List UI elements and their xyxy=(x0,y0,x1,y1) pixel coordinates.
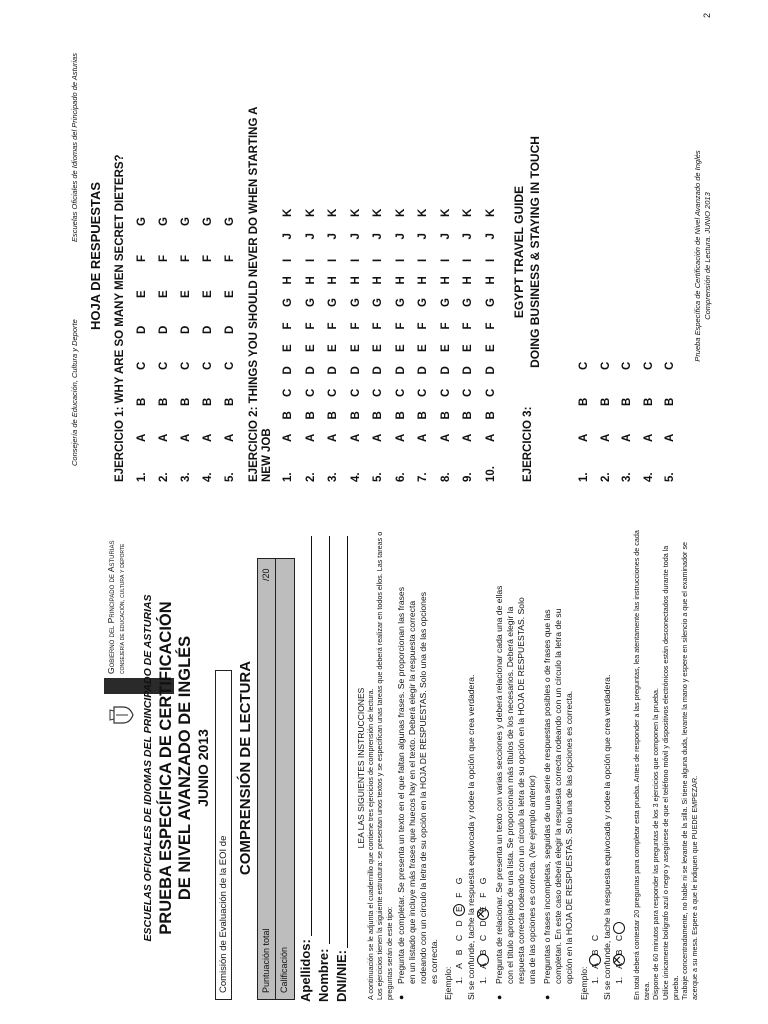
dni-field[interactable] xyxy=(347,536,348,948)
ex2-answer-option[interactable]: A xyxy=(484,433,497,442)
ex2-answer-option[interactable]: B xyxy=(304,411,317,420)
ex2-answer-option[interactable]: G xyxy=(349,298,362,307)
ex2-question-number: 4. xyxy=(349,472,362,482)
ex2-question-number: 7. xyxy=(417,472,429,482)
ex2-answer-option[interactable]: G xyxy=(417,298,429,307)
ex2-question-number: 2. xyxy=(304,472,317,482)
score-table xyxy=(257,558,295,1000)
final-note1: En total deberá contestar 20 preguntas para completar esta prueba. Antes de responder a las preguntas, lea atentamente las instrucciones de cada tarea. xyxy=(632,530,651,1000)
ex2-answer-option[interactable]: H xyxy=(439,276,452,285)
ex1-answer-option[interactable]: A xyxy=(224,433,236,442)
ex1-answer-option[interactable]: F xyxy=(158,254,170,262)
ex2-answer-option[interactable]: F xyxy=(282,322,294,330)
ex2-answer-option[interactable]: E xyxy=(304,344,317,352)
ex3-label: EJERCICIO 3: xyxy=(522,406,534,482)
b3-line3: opción en la HOJA DE RESPUESTAS. Solo una de las opciones es correcta. xyxy=(564,690,574,984)
ex2-answer-option[interactable]: C xyxy=(484,388,497,397)
ex2-question-number: 3. xyxy=(327,472,339,482)
coat-of-arms-icon xyxy=(108,704,139,726)
ex2-answer-option[interactable]: K xyxy=(282,208,294,217)
header-right: Escuelas Oficiales de Idiomas del Principado de Asturias xyxy=(70,53,79,242)
ex2-answer-option[interactable]: G xyxy=(394,298,407,307)
ex1-answer-option[interactable]: B xyxy=(224,397,236,406)
ex2-answer-option[interactable]: E xyxy=(417,344,429,352)
ex2-answer-option[interactable]: C xyxy=(327,388,339,397)
ex1-answer-option[interactable]: C xyxy=(202,361,214,370)
ex3-answer-option[interactable]: C xyxy=(578,361,590,370)
ex2-answer-option[interactable]: C xyxy=(394,388,407,397)
ex2-title-line1: EJERCICIO 2: THINGS YOU SHOULD NEVER DO WHEN STARTING A xyxy=(248,106,260,482)
ex2-answer-option[interactable]: K xyxy=(304,208,317,217)
crossed-answer-icon xyxy=(476,908,494,920)
instructions-heading: LEA LAS SIGUIENTES INSTRUCCIONES xyxy=(356,687,366,849)
ex2-answer-option[interactable]: B xyxy=(417,411,429,420)
ex2-answer-option[interactable]: F xyxy=(394,322,407,330)
bullet-icon: ● xyxy=(396,994,406,1000)
ex2-answer-option[interactable]: D xyxy=(417,366,429,375)
footer-line1: Prueba Específica de Certificación de Nivel Avanzado de Inglés xyxy=(693,150,702,362)
ex2-answer-option[interactable]: F xyxy=(417,322,429,330)
ex2-answer-option[interactable]: I xyxy=(484,258,497,262)
ex3-answer-option[interactable]: A xyxy=(599,433,612,442)
ex2-answer-option[interactable]: B xyxy=(372,411,384,420)
gov-line2: consejería de educación, cultura y deporte xyxy=(119,543,126,674)
ex2-answer-option[interactable]: A xyxy=(349,433,362,442)
b2-line1: Pregunta de relacionar. Se presenta un texto con varias secciones y deberá relacionar cada una de ellas xyxy=(494,585,504,984)
ex2-answer-option[interactable]: E xyxy=(282,344,294,352)
ex2-answer-option[interactable]: G xyxy=(304,298,317,307)
ex2-answer-option[interactable]: D xyxy=(282,366,294,375)
ex1-answer-option[interactable]: F xyxy=(180,254,192,262)
school-line: ESCUELAS OFICIALES DE IDIOMAS DEL PRINCIPADO DE ASTURIAS xyxy=(142,594,154,942)
ex1-answer-option[interactable]: E xyxy=(158,290,170,298)
ex2-answer-option[interactable]: C xyxy=(372,388,384,397)
ex3-answer-option[interactable]: B xyxy=(621,397,633,406)
ex3-answer-option[interactable]: A xyxy=(664,433,676,442)
ex3-answer-option[interactable]: B xyxy=(664,397,676,406)
crossed-answer-icon xyxy=(612,954,630,966)
ex1-note: Si se confunde, tache la respuesta equivocada y rodee la opción que crea verdadera. xyxy=(466,674,476,1000)
header-left: Consejería de Educación, Cultura y Deporte xyxy=(70,319,79,466)
ex2-answer-option[interactable]: H xyxy=(394,276,407,285)
ex2-answer-option[interactable]: D xyxy=(349,366,362,375)
answer-sheet-title: HOJA DE RESPUESTAS xyxy=(88,181,103,331)
ex1-answer-option[interactable]: D xyxy=(136,325,148,334)
ex2-answer-option[interactable]: J xyxy=(304,233,317,240)
ex1-answer-option[interactable]: G xyxy=(180,217,192,226)
intro-line1: A continuación se le adjunta el cuadernillo que contiene tres ejercicios de comprensión de lectura. xyxy=(366,688,375,1000)
commission-label: Comisión de Evaluación de la EOI de xyxy=(218,835,229,993)
circled-answer-icon xyxy=(612,922,630,934)
ex1-answer-option[interactable]: B xyxy=(180,397,192,406)
ex1-question-number: 1. xyxy=(136,472,148,482)
ex2-answer-option[interactable]: J xyxy=(439,233,452,240)
ex1-answer-option[interactable]: D xyxy=(224,325,236,334)
ex2-answer-option[interactable]: D xyxy=(462,366,474,375)
ex2-answer-option[interactable]: E xyxy=(484,344,497,352)
ex2-answer-option[interactable]: H xyxy=(304,276,317,285)
ex2-question-number: 10. xyxy=(484,466,497,482)
gov-line1: Gobierno del Principado de Asturias xyxy=(106,540,116,674)
ex3-answer-option[interactable]: B xyxy=(578,397,590,406)
ex2-answer-option[interactable]: G xyxy=(327,298,339,307)
ex3-title-line1: EGYPT TRAVEL GUIDE xyxy=(512,185,526,319)
ex2-answer-option[interactable]: B xyxy=(394,411,407,420)
ex2-answer-option[interactable]: H xyxy=(484,276,497,285)
ex3-title-line2: DOING BUSINESS & STAYING IN TOUCH xyxy=(528,136,542,368)
ex2-title-line2: NEW JOB xyxy=(261,428,273,482)
circled-answer-icon xyxy=(476,954,494,966)
ex2-answer-option[interactable]: I xyxy=(417,258,429,262)
ex1-answer-option[interactable]: E xyxy=(136,290,148,298)
ex2-question-number: 6. xyxy=(394,472,407,482)
ex3-answer-option[interactable]: C xyxy=(664,361,676,370)
ex2-answer-option[interactable]: K xyxy=(439,208,452,217)
ex1-answer-option[interactable]: G xyxy=(136,217,148,226)
title-line3: JUNIO 2013 xyxy=(195,729,211,807)
final-note3: Utilice únicamente bolígrafo azul o negro y asegúrese de que el teléfono móvil y dispositivos electrónicos están desconectados durante toda la prueba. xyxy=(661,545,680,1000)
ex2-question-number: 9. xyxy=(462,472,474,482)
ex1-title: EJERCICIO 1: WHY ARE SO MANY MEN SECRET DIETERS? xyxy=(114,154,126,482)
ex2-answer-option[interactable]: B xyxy=(439,411,452,420)
nombre-field[interactable] xyxy=(329,536,330,944)
ex2-answer-option[interactable]: F xyxy=(484,322,497,330)
ex2-answer-option[interactable]: E xyxy=(462,344,474,352)
ex2-answer-option[interactable]: F xyxy=(349,322,362,330)
apellidos-field[interactable] xyxy=(311,536,312,936)
ex1-answer-option[interactable]: D xyxy=(180,325,192,334)
ex2-answer-option[interactable]: G xyxy=(372,298,384,307)
ex1-answer-option[interactable]: C xyxy=(158,361,170,370)
ex2-answer-option[interactable]: C xyxy=(304,388,317,397)
ex1-answer-option[interactable]: C xyxy=(224,361,236,370)
ex2-answer-option[interactable]: H xyxy=(372,276,384,285)
footer-line2: Comprensión de Lectura. JUNIO 2013 xyxy=(703,192,712,320)
ex3-question-number: 2. xyxy=(599,472,612,482)
ex3-question-number: 4. xyxy=(642,472,655,482)
ex2-answer-option[interactable]: J xyxy=(349,233,362,240)
ex2-answer-option[interactable]: E xyxy=(439,344,452,352)
ex2-answer-option[interactable]: A xyxy=(394,433,407,442)
ex2-answer-option[interactable]: H xyxy=(417,276,429,285)
grade-label: Calificación xyxy=(279,946,289,993)
ex2-answer-option[interactable]: K xyxy=(349,208,362,217)
b1-line2: en un listado que incluye más frases que huecos hay en el texto. Deberá elegir la respuesta correcta xyxy=(407,600,417,984)
ex1-answer-option[interactable]: B xyxy=(136,397,148,406)
ex2-answer-option[interactable]: H xyxy=(349,276,362,285)
score-value: /20 xyxy=(261,568,271,581)
ex2-answer-option[interactable]: A xyxy=(462,433,474,442)
b1-line3: rodeando con un círculo la letra de su opción en la HOJA DE RESPUESTAS. Solo una de las opciones xyxy=(418,591,428,984)
ex2-question-number: 5. xyxy=(372,472,384,482)
ex2-answer-option[interactable]: J xyxy=(484,233,497,240)
ex1-row1: 1. A B C D E F G xyxy=(454,877,464,984)
ex1-question-number: 4. xyxy=(202,472,214,482)
intro-line2: Los ejercicios tienen la siguiente estructura: se presentan unos textos y se especifican unas tareas que deberá realizar en todos ellos. Las tareas o preguntas serán de este tipo: xyxy=(375,531,394,1000)
ex2-answer-option[interactable]: D xyxy=(439,366,452,375)
ex1-answer-option[interactable]: C xyxy=(180,361,192,370)
ex2-question-number: 1. xyxy=(282,472,294,482)
ex2-answer-option[interactable]: I xyxy=(394,258,407,262)
ex3-label: Ejemplo: xyxy=(579,966,589,1000)
ex3-answer-option[interactable]: C xyxy=(599,361,612,370)
final-note4: Trabaje concentradamente, no hable ni se levante de la silla. Si tiene alguna duda, levante la mano y espere en silencio a que el examinador se acerque a su mesa. Espere a que le indiquen que PUEDE EMPEZAR. xyxy=(680,541,699,1000)
ex2-answer-option[interactable]: I xyxy=(282,258,294,262)
ex3-row1: 1. A B C xyxy=(590,934,600,984)
ex2-answer-option[interactable]: C xyxy=(462,388,474,397)
ex2-answer-option[interactable]: B xyxy=(282,411,294,420)
ex2-answer-option[interactable]: K xyxy=(417,208,429,217)
ex2-answer-option[interactable]: D xyxy=(327,366,339,375)
ex3-answer-option[interactable]: A xyxy=(642,433,655,442)
ex2-answer-option[interactable]: F xyxy=(304,322,317,330)
ex2-answer-option[interactable]: K xyxy=(372,208,384,217)
ex2-answer-option[interactable]: H xyxy=(462,276,474,285)
grade-row xyxy=(275,558,295,1000)
ex2-answer-option[interactable]: J xyxy=(282,233,294,240)
ex2-answer-option[interactable]: J xyxy=(462,233,474,240)
ex2-answer-option[interactable]: A xyxy=(304,433,317,442)
ex2-answer-option[interactable]: D xyxy=(394,366,407,375)
nombre-label: Nombre: xyxy=(316,948,331,1002)
title-line1: PRUEBA ESPECÍFICA DE CERTIFICACIÓN xyxy=(157,601,175,935)
cover-page xyxy=(0,512,768,1024)
ex1-label: Ejemplo: xyxy=(443,966,453,1000)
ex2-answer-option[interactable]: I xyxy=(349,258,362,262)
ex1-answer-option[interactable]: A xyxy=(202,433,214,442)
ex2-answer-option[interactable]: I xyxy=(304,258,317,262)
ex1-answer-option[interactable]: G xyxy=(158,217,170,226)
ex2-answer-option[interactable]: H xyxy=(327,276,339,285)
ex2-answer-option[interactable]: B xyxy=(349,411,362,420)
ex3-row2: 1. A B C xyxy=(614,934,624,984)
ex3-answer-option[interactable]: A xyxy=(621,433,633,442)
ex3-question-number: 5. xyxy=(664,472,676,482)
ex1-question-number: 3. xyxy=(180,472,192,482)
b1-line4: es correcta. xyxy=(429,939,439,984)
ex2-answer-option[interactable]: G xyxy=(484,298,497,307)
ex1-answer-option[interactable]: A xyxy=(136,433,148,442)
b2-line3: respuesta correcta rodeando con un círculo la letra de su opción en la HOJA DE RESPUESTAS. Solo xyxy=(516,597,526,984)
ex2-answer-option[interactable]: B xyxy=(327,411,339,420)
ex1-answer-option[interactable]: D xyxy=(158,325,170,334)
score-row xyxy=(257,558,276,1000)
ex2-answer-option[interactable]: K xyxy=(462,208,474,217)
page-number: 2 xyxy=(702,12,712,18)
final-note2: Dispone de 60 minutos para responder las preguntas de los 3 ejercicios que componen la prueba. xyxy=(651,687,660,1000)
ex1-question-number: 5. xyxy=(224,472,236,482)
ex1-answer-option[interactable]: B xyxy=(202,397,214,406)
ex2-question-number: 8. xyxy=(439,472,452,482)
ex1-question-number: 2. xyxy=(158,472,170,482)
ex2-answer-option[interactable]: G xyxy=(282,298,294,307)
ex1-answer-option[interactable]: C xyxy=(136,361,148,370)
ex2-answer-option[interactable]: A xyxy=(439,433,452,442)
ex1-answer-option[interactable]: F xyxy=(224,254,236,262)
ex2-answer-option[interactable]: B xyxy=(484,411,497,420)
ex2-answer-option[interactable]: E xyxy=(327,344,339,352)
ex2-answer-option[interactable]: F xyxy=(372,322,384,330)
section-title: COMPRENSIÓN DE LECTURA xyxy=(237,660,254,876)
ex1-answer-option[interactable]: A xyxy=(180,433,192,442)
ex2-answer-option[interactable]: E xyxy=(349,344,362,352)
ex2-answer-option[interactable]: F xyxy=(462,322,474,330)
b1-line1: Pregunta de completar. Se presenta un texto en el que faltan algunas frases. Se proporcionan las frases xyxy=(396,587,406,984)
bullet-icon: ● xyxy=(542,994,552,1000)
bullet-icon: ● xyxy=(494,994,504,1000)
apellidos-label: Apellidos: xyxy=(298,939,313,1002)
ex1-answer-option[interactable]: E xyxy=(202,290,214,298)
ex1-answer-option[interactable]: B xyxy=(158,397,170,406)
ex3-answer-option[interactable]: B xyxy=(642,397,655,406)
ex2-answer-option[interactable]: A xyxy=(372,433,384,442)
ex2-answer-option[interactable]: I xyxy=(372,258,384,262)
ex2-answer-option[interactable]: E xyxy=(394,344,407,352)
ex2-answer-option[interactable]: D xyxy=(304,366,317,375)
title-line2: DE NIVEL AVANZADO DE INGLÉS xyxy=(176,635,194,901)
ex2-answer-option[interactable]: A xyxy=(282,433,294,442)
b3-line1: Preguntas o frases incompletas, seguidas de una serie de respuestas posibles o de frases que las xyxy=(542,609,552,984)
ex2-answer-option[interactable]: C xyxy=(349,388,362,397)
ex2-answer-option[interactable]: A xyxy=(417,433,429,442)
ex2-answer-option[interactable]: J xyxy=(394,233,407,240)
ex3-question-number: 1. xyxy=(578,472,590,482)
ex1-answer-option[interactable]: D xyxy=(202,325,214,334)
ex2-answer-option[interactable]: D xyxy=(484,366,497,375)
ex3-answer-option[interactable]: C xyxy=(642,361,655,370)
commission-box xyxy=(215,670,232,1000)
ex2-answer-option[interactable]: K xyxy=(327,208,339,217)
ex2-answer-option[interactable]: C xyxy=(439,388,452,397)
ex1-answer-option[interactable]: E xyxy=(180,290,192,298)
ex3-answer-option[interactable]: B xyxy=(599,397,612,406)
ex2-answer-option[interactable]: G xyxy=(462,298,474,307)
ex3-question-number: 3. xyxy=(621,472,633,482)
ex1-answer-option[interactable]: G xyxy=(224,217,236,226)
ex1-answer-option[interactable]: G xyxy=(202,217,214,226)
ex1-row2: 1. A B C D E F G xyxy=(478,877,488,984)
ex1-answer-option[interactable]: A xyxy=(158,433,170,442)
ex3-answer-option[interactable]: C xyxy=(621,361,633,370)
ex2-answer-option[interactable]: D xyxy=(372,366,384,375)
ex1-answer-option[interactable]: E xyxy=(224,290,236,298)
dni-label: DNI/NIE: xyxy=(334,950,349,1002)
ex2-answer-option[interactable]: C xyxy=(417,388,429,397)
ex2-answer-option[interactable]: I xyxy=(327,258,339,262)
ex2-answer-option[interactable]: I xyxy=(462,258,474,262)
ex2-answer-option[interactable]: K xyxy=(484,208,497,217)
b3-line2: completan. En este caso deberá elegir la respuesta correcta rodeando con un círculo la letra de su xyxy=(553,608,563,984)
b2-line2: con el título apropiado de una lista. Se proporcionan más títulos de los necesarios. Deberá elegir la xyxy=(505,606,515,984)
ex2-answer-option[interactable]: F xyxy=(439,322,452,330)
ex3-answer-option[interactable]: A xyxy=(578,433,590,442)
ex2-answer-option[interactable]: H xyxy=(282,276,294,285)
ex2-answer-option[interactable]: K xyxy=(394,208,407,217)
ex2-answer-option[interactable]: F xyxy=(327,322,339,330)
b2-line4: una de las opciones es correcta. (Ver ejemplo anterior) xyxy=(527,775,537,984)
score-label: Puntuación total xyxy=(261,928,271,993)
ex2-answer-option[interactable]: J xyxy=(417,233,429,240)
ex2-answer-option[interactable]: C xyxy=(282,388,294,397)
ex2-answer-option[interactable]: B xyxy=(462,411,474,420)
ex2-answer-option[interactable]: E xyxy=(372,344,384,352)
ex1-answer-option[interactable]: F xyxy=(136,254,148,262)
ex2-answer-option[interactable]: I xyxy=(439,258,452,262)
ex2-answer-option[interactable]: J xyxy=(372,233,384,240)
ex1-answer-option[interactable]: F xyxy=(202,254,214,262)
ex2-answer-option[interactable]: A xyxy=(327,433,339,442)
ex2-answer-option[interactable]: G xyxy=(439,298,452,307)
ex2-answer-option[interactable]: J xyxy=(327,233,339,240)
ex3-note: Si se confunde, tache la respuesta equivocada y rodee la opción que crea verdadera. xyxy=(602,674,612,1000)
